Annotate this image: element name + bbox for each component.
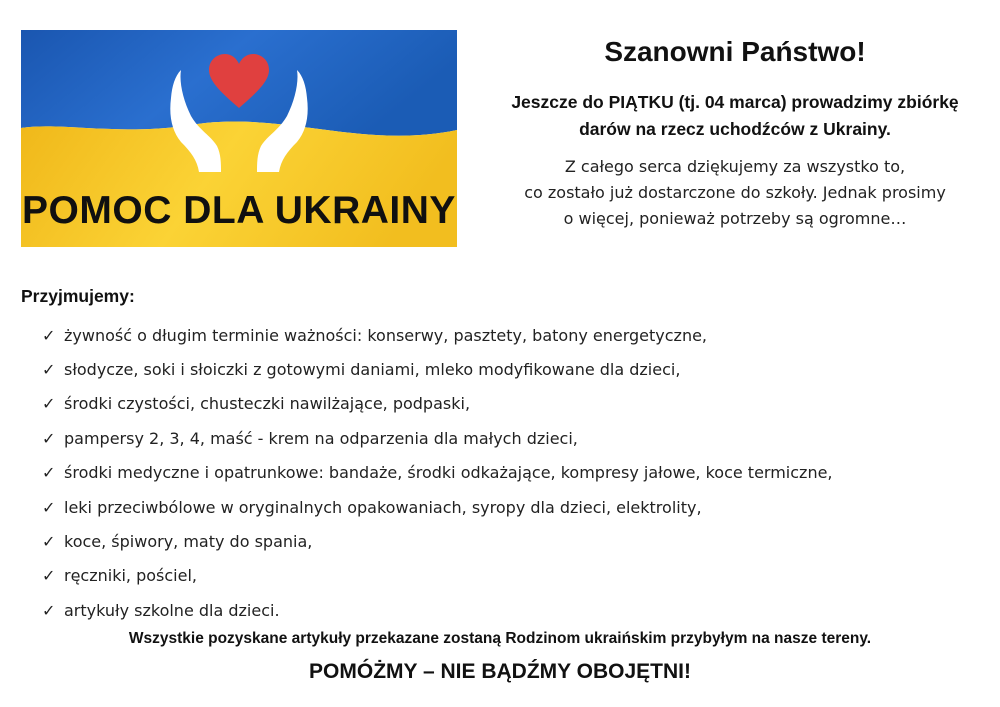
thanks-line: o więcej, ponieważ potrzeby są ogromne… xyxy=(563,209,907,228)
list-item xyxy=(42,387,833,421)
list-item-text: ręczniki, pościel, xyxy=(64,566,197,586)
list-item-text: środki czystości, chusteczki nawilżające, podpaski, xyxy=(64,394,471,414)
accepted-items-list xyxy=(42,318,833,628)
list-item-text: pampersy 2, 3, 4, maść - krem na odparzenia dla małych dzieci, xyxy=(64,428,578,448)
list-item xyxy=(42,456,833,490)
list-item-text: słodycze, soki i słoiczki z gotowymi daniami, mleko modyfikowane dla dzieci, xyxy=(64,360,681,380)
list-item xyxy=(42,559,833,593)
slogan: POMÓŻMY – NIE BĄDŹMY OBOJĘTNI! xyxy=(309,660,691,683)
list-item-text: koce, śpiwory, maty do spania, xyxy=(64,532,313,552)
checkmark-icon: ✓ xyxy=(42,463,56,483)
list-item-text: środki medyczne i opatrunkowe: bandaże, środki odkażające, kompresy jałowe, koce termiczne, xyxy=(64,463,833,483)
thanks-paragraph xyxy=(470,154,1000,232)
closing-statement: Wszystkie pozyskane artykuły przekazane zostaną Rodzinom ukraińskim przybyłym na nasze tereny. xyxy=(128,630,872,647)
list-item-text: leki przeciwbólowe w oryginalnych opakowaniach, syropy dla dzieci, elektrolity, xyxy=(64,497,702,517)
checkmark-icon: ✓ xyxy=(42,566,56,586)
list-item xyxy=(42,524,833,558)
greeting-heading: Szanowni Państwo! xyxy=(604,36,866,67)
checkmark-icon: ✓ xyxy=(42,428,56,448)
checkmark-icon: ✓ xyxy=(42,394,56,414)
list-item-text: żywność o długim terminie ważności: konserwy, pasztety, batony energetyczne, xyxy=(64,325,708,345)
checkmark-icon: ✓ xyxy=(42,325,56,345)
checkmark-icon: ✓ xyxy=(42,360,56,380)
checkmark-icon: ✓ xyxy=(42,497,56,517)
subhead-line: Jeszcze do PIĄTKU (tj. 04 marca) prowadzimy zbiórkę xyxy=(511,92,959,112)
checkmark-icon: ✓ xyxy=(42,532,56,552)
list-item xyxy=(42,318,833,352)
list-item xyxy=(42,421,833,455)
collection-deadline-notice xyxy=(470,89,1000,143)
thanks-line: co zostało już dostarczone do szkoły. Jednak prosimy xyxy=(524,183,946,202)
list-item xyxy=(42,352,833,386)
list-item xyxy=(42,490,833,524)
subhead-line: darów na rzecz uchodźców z Ukrainy. xyxy=(579,119,891,139)
accepted-items-heading: Przyjmujemy: xyxy=(21,286,135,306)
banner-title: POMOC DLA UKRAINY xyxy=(22,189,456,232)
checkmark-icon: ✓ xyxy=(42,600,56,620)
list-item-text: artykuły szkolne dla dzieci. xyxy=(64,600,280,620)
thanks-line: Z całego serca dziękujemy za wszystko to, xyxy=(564,157,906,176)
ukraine-flag-banner xyxy=(21,30,457,247)
list-item xyxy=(42,593,833,627)
